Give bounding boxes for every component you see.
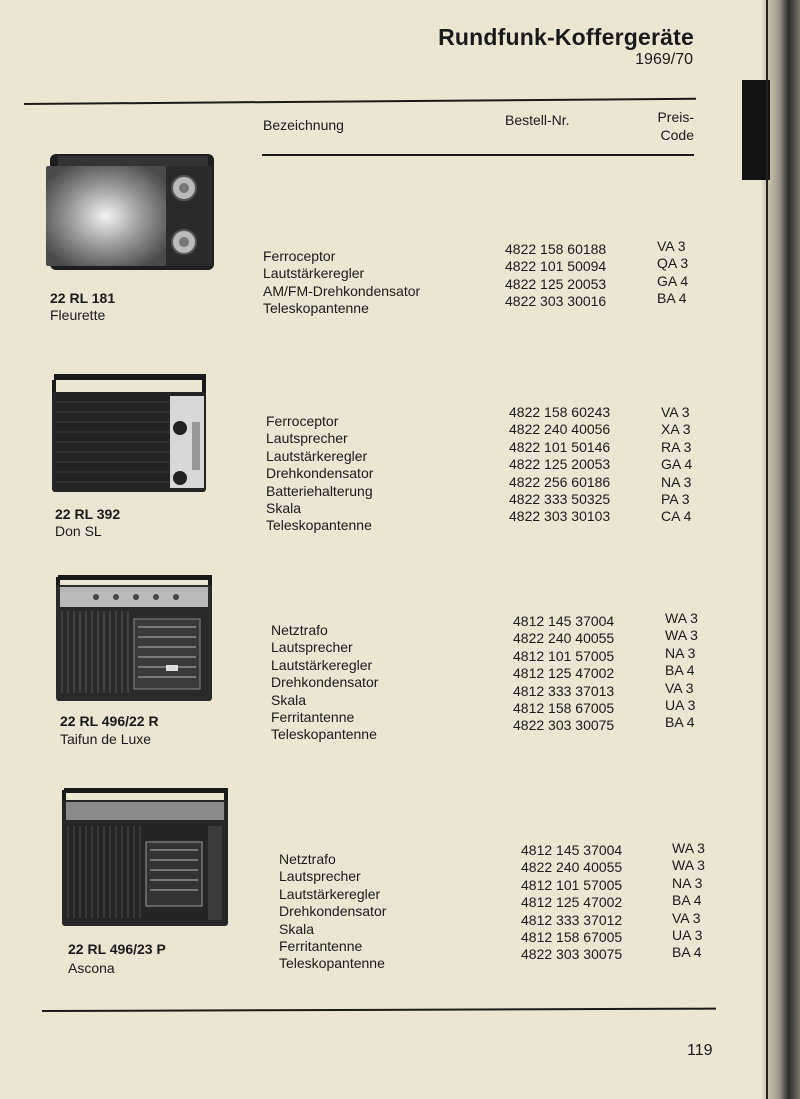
order-number: 4812 101 57005 — [521, 876, 623, 893]
price-code: BA 4 — [665, 662, 695, 679]
model-name: Ascona — [68, 960, 115, 976]
order-number: 4812 333 37013 — [513, 682, 615, 699]
order-number: 4822 125 20053 — [509, 456, 611, 473]
part-name: Drehkondensator — [271, 674, 379, 691]
order-numbers — [513, 613, 614, 735]
order-number: 4822 240 40055 — [513, 630, 615, 647]
price-code: WA 3 — [665, 627, 698, 644]
order-number: 4822 303 30016 — [505, 293, 607, 310]
model-name: Don SL — [55, 523, 102, 539]
price-code: VA 3 — [672, 909, 701, 926]
price-codes — [665, 610, 698, 732]
price-code: NA 3 — [665, 644, 696, 661]
price-codes — [672, 840, 705, 962]
model-code: 22 RL 181 — [50, 290, 116, 306]
part-name: Netztrafo — [279, 851, 336, 867]
part-name: Lautsprecher — [266, 430, 348, 447]
price-code: VA 3 — [665, 679, 694, 696]
header-divider — [262, 154, 694, 156]
price-header-line1: Preis- — [657, 109, 694, 125]
part-name: Lautstärkeregler — [271, 656, 373, 673]
price-code: WA 3 — [672, 857, 705, 874]
page-subtitle: 1969/70 — [635, 51, 693, 68]
price-code: VA 3 — [661, 404, 690, 420]
model-code: 22 RL 496/22 R — [60, 713, 159, 729]
price-code: CA 4 — [661, 508, 692, 525]
order-number: 4812 158 67005 — [513, 700, 615, 717]
part-name: Teleskopantenne — [263, 300, 369, 317]
page-title: Rundfunk-Koffergeräte — [438, 24, 694, 50]
price-code: NA 3 — [661, 473, 692, 490]
model-code: 22 RL 392 — [55, 506, 121, 522]
order-number: 4822 158 60188 — [505, 241, 607, 257]
part-name: Lautstärkeregler — [279, 885, 381, 902]
part-name: Lautstärkeregler — [263, 265, 365, 282]
order-number: 4812 125 47002 — [513, 665, 615, 682]
price-code: NA 3 — [672, 874, 703, 891]
price-code: BA 4 — [672, 892, 702, 909]
part-name: Skala — [266, 500, 302, 517]
part-name: Ferroceptor — [263, 248, 336, 264]
part-name: Teleskopantenne — [266, 517, 372, 534]
page-number: 119 — [687, 1042, 713, 1059]
price-header-line2: Code — [660, 127, 694, 143]
order-numbers — [521, 842, 622, 964]
bottom-divider — [42, 1008, 716, 1012]
order-number: 4822 303 30075 — [521, 946, 623, 963]
price-code: QA 3 — [657, 255, 689, 272]
part-name: Ferritantenne — [271, 709, 355, 726]
model-name: Fleurette — [50, 307, 106, 323]
radio-ascona-image — [62, 786, 230, 928]
part-name: Teleskopantenne — [271, 726, 377, 743]
part-name: AM/FM-Drehkondensator — [263, 282, 421, 299]
price-code: BA 4 — [672, 944, 702, 961]
order-number: 4812 125 47002 — [521, 894, 623, 911]
part-name: Ferroceptor — [266, 413, 339, 429]
model-name: Taifun de Luxe — [60, 731, 152, 747]
part-name: Lautsprecher — [279, 868, 361, 885]
part-name: Batteriehalterung — [266, 482, 373, 499]
price-code: GA 4 — [661, 456, 693, 473]
part-name: Netztrafo — [271, 622, 328, 638]
column-header-price — [648, 108, 694, 144]
price-code: WA 3 — [672, 840, 705, 856]
order-number: 4822 101 50146 — [509, 438, 611, 455]
model-code: 22 RL 496/23 P — [68, 941, 166, 957]
top-divider — [24, 98, 696, 105]
radio-don-sl-image — [52, 372, 208, 496]
order-number: 4822 158 60243 — [509, 404, 611, 420]
part-name: Lautstärkeregler — [266, 447, 368, 464]
order-number: 4822 125 20053 — [505, 275, 607, 292]
order-number: 4812 333 37012 — [521, 911, 623, 928]
order-number: 4822 303 30075 — [513, 717, 615, 734]
price-codes — [657, 238, 688, 308]
part-name: Teleskopantenne — [279, 955, 385, 972]
order-number: 4822 333 50325 — [509, 491, 611, 508]
price-code: UA 3 — [665, 697, 696, 714]
price-code: RA 3 — [661, 438, 692, 455]
order-number: 4812 145 37004 — [521, 842, 623, 858]
part-name: Skala — [279, 920, 315, 937]
order-numbers — [505, 241, 606, 311]
order-numbers — [509, 404, 610, 526]
part-name: Lautsprecher — [271, 639, 353, 656]
price-code: PA 3 — [661, 491, 690, 508]
parts-list — [266, 413, 373, 535]
part-name: Drehkondensator — [279, 903, 387, 920]
radio-fleurette-image — [46, 152, 218, 274]
price-code: GA 4 — [657, 272, 689, 289]
price-code: WA 3 — [665, 610, 698, 626]
parts-list — [263, 248, 420, 318]
order-number: 4812 145 37004 — [513, 613, 615, 629]
price-code: BA 4 — [657, 290, 687, 307]
column-header-order: Bestell-Nr. — [505, 112, 570, 128]
parts-list — [279, 851, 386, 973]
order-number: 4822 101 50094 — [505, 258, 607, 275]
order-number: 4822 256 60186 — [509, 473, 611, 490]
part-name: Skala — [271, 691, 307, 708]
part-name: Drehkondensator — [266, 465, 374, 482]
column-header-name: Bezeichnung — [263, 117, 344, 133]
spine-edge — [766, 0, 768, 1099]
price-code: UA 3 — [672, 927, 703, 944]
price-code: VA 3 — [657, 238, 686, 254]
price-codes — [661, 404, 692, 526]
order-number: 4822 303 30103 — [509, 508, 611, 525]
part-name: Ferritantenne — [279, 938, 363, 955]
radio-taifun-image — [56, 573, 214, 703]
price-code: BA 4 — [665, 714, 695, 731]
order-number: 4822 240 40056 — [509, 421, 611, 438]
order-number: 4812 101 57005 — [513, 647, 615, 664]
order-number: 4822 240 40055 — [521, 859, 623, 876]
parts-list — [271, 622, 378, 744]
order-number: 4812 158 67005 — [521, 929, 623, 946]
price-code: XA 3 — [661, 421, 691, 438]
